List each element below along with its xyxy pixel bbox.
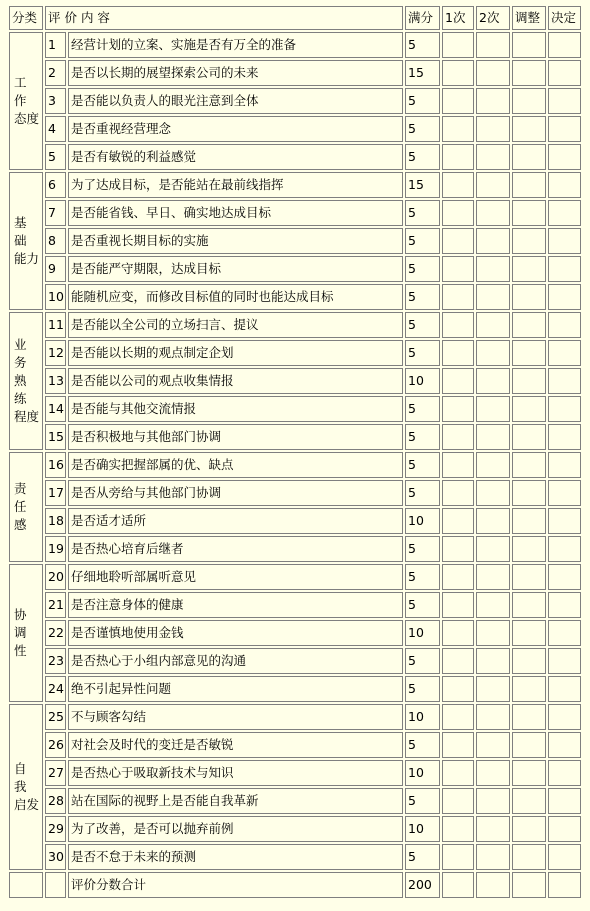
item-text: 不与顾客勾结 <box>68 704 403 730</box>
item-text: 站在国际的视野上是否能自我革新 <box>68 788 403 814</box>
decision-score <box>548 200 581 226</box>
full-score: 10 <box>405 508 440 534</box>
item-text: 能随机应变，而修改目标值的同时也能达成目标 <box>68 284 403 310</box>
full-score: 5 <box>405 256 440 282</box>
decision-score <box>548 732 581 758</box>
decision-score <box>548 788 581 814</box>
full-score: 5 <box>405 452 440 478</box>
full-score: 15 <box>405 172 440 198</box>
first-score <box>442 592 474 618</box>
table-row <box>9 620 581 646</box>
category-label: 业 务 <box>14 337 27 370</box>
item-number: 17 <box>45 480 66 506</box>
table-row <box>9 704 581 730</box>
second-score <box>476 396 510 422</box>
second-score <box>476 144 510 170</box>
table-row <box>9 228 581 254</box>
adjust-score <box>512 536 546 562</box>
full-score: 5 <box>405 200 440 226</box>
adjust-score <box>512 32 546 58</box>
adjust-score <box>512 368 546 394</box>
item-text: 绝不引起异性问题 <box>68 676 403 702</box>
category-cell <box>9 312 43 450</box>
table-row <box>9 368 581 394</box>
second-score <box>476 788 510 814</box>
category-cell <box>9 172 43 310</box>
item-number: 16 <box>45 452 66 478</box>
decision-score <box>548 480 581 506</box>
full-score: 10 <box>405 760 440 786</box>
full-score: 10 <box>405 620 440 646</box>
decision-score <box>548 312 581 338</box>
item-text: 是否能以负责人的眼光注意到全体 <box>68 88 403 114</box>
decision-score <box>548 536 581 562</box>
item-number: 5 <box>45 144 66 170</box>
item-number: 2 <box>45 60 66 86</box>
decision-score <box>548 648 581 674</box>
full-score: 5 <box>405 32 440 58</box>
item-number: 26 <box>45 732 66 758</box>
category-label: 程度 <box>14 409 40 424</box>
header-row <box>9 6 581 30</box>
full-score: 5 <box>405 732 440 758</box>
first-score <box>442 172 474 198</box>
full-score: 5 <box>405 480 440 506</box>
full-score: 5 <box>405 340 440 366</box>
item-text: 是否从旁给与其他部门协调 <box>68 480 403 506</box>
header-full-score: 满分 <box>405 6 440 30</box>
item-text: 是否能以公司的观点收集情报 <box>68 368 403 394</box>
second-score <box>476 732 510 758</box>
table-row <box>9 816 581 842</box>
first-score <box>442 424 474 450</box>
decision-score <box>548 592 581 618</box>
second-score <box>476 816 510 842</box>
table-row <box>9 536 581 562</box>
item-text: 是否重视经营理念 <box>68 116 403 142</box>
table-row <box>9 676 581 702</box>
item-text: 是否热心于小组内部意见的沟通 <box>68 648 403 674</box>
table-row <box>9 480 581 506</box>
second-score <box>476 172 510 198</box>
second-score <box>476 592 510 618</box>
first-score <box>442 200 474 226</box>
adjust-score <box>512 844 546 870</box>
full-score: 5 <box>405 116 440 142</box>
first-score <box>442 144 474 170</box>
decision-score <box>548 60 581 86</box>
header-category: 分类 <box>9 6 43 30</box>
decision-score <box>548 872 581 898</box>
full-score: 5 <box>405 396 440 422</box>
decision-score <box>548 368 581 394</box>
total-score: 200 <box>405 872 440 898</box>
table-row <box>9 116 581 142</box>
decision-score <box>548 256 581 282</box>
second-score <box>476 648 510 674</box>
decision-score <box>548 396 581 422</box>
full-score: 5 <box>405 88 440 114</box>
second-score <box>476 200 510 226</box>
header-adjust: 调整 <box>512 6 546 30</box>
category-label: 基 础 <box>14 215 27 248</box>
item-number: 27 <box>45 760 66 786</box>
item-text: 是否能严守期限，达成目标 <box>68 256 403 282</box>
total-row <box>9 872 581 898</box>
item-number: 10 <box>45 284 66 310</box>
second-score <box>476 508 510 534</box>
table-row <box>9 396 581 422</box>
item-number: 15 <box>45 424 66 450</box>
first-score <box>442 760 474 786</box>
full-score: 5 <box>405 536 440 562</box>
item-text: 是否重视长期目标的实施 <box>68 228 403 254</box>
second-score <box>476 60 510 86</box>
item-text: 是否热心培育后继者 <box>68 536 403 562</box>
full-score: 5 <box>405 844 440 870</box>
category-label: 能力 <box>14 251 40 266</box>
table-row <box>9 88 581 114</box>
full-score: 10 <box>405 816 440 842</box>
item-text: 经营计划的立案、实施是否有万全的准备 <box>68 32 403 58</box>
table-row <box>9 732 581 758</box>
full-score: 5 <box>405 788 440 814</box>
category-cell <box>9 564 43 702</box>
adjust-score <box>512 816 546 842</box>
item-text: 是否适才适所 <box>68 508 403 534</box>
item-number: 28 <box>45 788 66 814</box>
adjust-score <box>512 88 546 114</box>
first-score <box>442 480 474 506</box>
category-label: 熟 练 <box>14 373 27 406</box>
adjust-score <box>512 592 546 618</box>
adjust-score <box>512 760 546 786</box>
decision-score <box>548 116 581 142</box>
first-score <box>442 284 474 310</box>
full-score: 5 <box>405 144 440 170</box>
table-row <box>9 340 581 366</box>
decision-score <box>548 340 581 366</box>
full-score: 5 <box>405 676 440 702</box>
decision-score <box>548 508 581 534</box>
decision-score <box>548 844 581 870</box>
table-row <box>9 564 581 590</box>
second-score <box>476 312 510 338</box>
decision-score <box>548 172 581 198</box>
evaluation-table <box>7 4 583 900</box>
item-number: 18 <box>45 508 66 534</box>
item-text: 是否积极地与其他部门协调 <box>68 424 403 450</box>
table-row <box>9 508 581 534</box>
first-score <box>442 396 474 422</box>
table-row <box>9 648 581 674</box>
item-number: 1 <box>45 32 66 58</box>
full-score: 5 <box>405 648 440 674</box>
second-score <box>476 536 510 562</box>
first-score <box>442 452 474 478</box>
item-number: 21 <box>45 592 66 618</box>
decision-score <box>548 228 581 254</box>
table-row <box>9 60 581 86</box>
full-score: 5 <box>405 564 440 590</box>
item-text: 是否不怠于未来的预测 <box>68 844 403 870</box>
category-label: 感 <box>14 517 27 532</box>
category-cell <box>9 452 43 562</box>
adjust-score <box>512 648 546 674</box>
first-score <box>442 816 474 842</box>
category-label: 责 任 <box>14 481 27 514</box>
decision-score <box>548 620 581 646</box>
header-first: 1次 <box>442 6 474 30</box>
decision-score <box>548 760 581 786</box>
item-number: 3 <box>45 88 66 114</box>
total-number-empty <box>45 872 66 898</box>
table-row <box>9 592 581 618</box>
item-number: 20 <box>45 564 66 590</box>
second-score <box>476 32 510 58</box>
second-score <box>476 480 510 506</box>
item-text: 是否以长期的展望探索公司的未来 <box>68 60 403 86</box>
second-score <box>476 872 510 898</box>
decision-score <box>548 564 581 590</box>
category-label: 自 我 <box>14 761 27 794</box>
full-score: 5 <box>405 284 440 310</box>
category-label: 性 <box>14 643 27 658</box>
second-score <box>476 284 510 310</box>
table-row <box>9 312 581 338</box>
table-row <box>9 424 581 450</box>
category-label: 工 作 <box>14 75 27 108</box>
adjust-score <box>512 480 546 506</box>
table-row <box>9 452 581 478</box>
item-text: 是否谨慎地使用金钱 <box>68 620 403 646</box>
decision-score <box>548 816 581 842</box>
second-score <box>476 228 510 254</box>
adjust-score <box>512 788 546 814</box>
decision-score <box>548 676 581 702</box>
adjust-score <box>512 144 546 170</box>
item-number: 22 <box>45 620 66 646</box>
header-second: 2次 <box>476 6 510 30</box>
category-label: 态度 <box>14 111 40 126</box>
second-score <box>476 88 510 114</box>
second-score <box>476 452 510 478</box>
adjust-score <box>512 116 546 142</box>
adjust-score <box>512 424 546 450</box>
first-score <box>442 60 474 86</box>
adjust-score <box>512 564 546 590</box>
second-score <box>476 704 510 730</box>
item-text: 是否能省钱、早日、确实地达成目标 <box>68 200 403 226</box>
item-number: 23 <box>45 648 66 674</box>
adjust-score <box>512 172 546 198</box>
second-score <box>476 368 510 394</box>
item-number: 19 <box>45 536 66 562</box>
adjust-score <box>512 620 546 646</box>
table-row <box>9 760 581 786</box>
adjust-score <box>512 228 546 254</box>
item-number: 7 <box>45 200 66 226</box>
category-cell <box>9 704 43 870</box>
item-text: 仔细地聆听部属听意见 <box>68 564 403 590</box>
first-score <box>442 536 474 562</box>
adjust-score <box>512 340 546 366</box>
first-score <box>442 704 474 730</box>
decision-score <box>548 32 581 58</box>
item-number: 14 <box>45 396 66 422</box>
header-decision: 决定 <box>548 6 581 30</box>
adjust-score <box>512 704 546 730</box>
first-score <box>442 368 474 394</box>
first-score <box>442 508 474 534</box>
item-number: 30 <box>45 844 66 870</box>
item-text: 为了改善，是否可以抛弃前例 <box>68 816 403 842</box>
full-score: 5 <box>405 424 440 450</box>
adjust-score <box>512 256 546 282</box>
total-category-empty <box>9 872 43 898</box>
first-score <box>442 788 474 814</box>
category-cell <box>9 32 43 170</box>
first-score <box>442 88 474 114</box>
adjust-score <box>512 200 546 226</box>
item-number: 4 <box>45 116 66 142</box>
first-score <box>442 872 474 898</box>
full-score: 5 <box>405 312 440 338</box>
item-text: 是否注意身体的健康 <box>68 592 403 618</box>
adjust-score <box>512 284 546 310</box>
table-row <box>9 844 581 870</box>
second-score <box>476 116 510 142</box>
adjust-score <box>512 732 546 758</box>
item-text: 是否能以全公司的立场扫言、提议 <box>68 312 403 338</box>
table-row <box>9 32 581 58</box>
item-text: 为了达成目标，是否能站在最前线指挥 <box>68 172 403 198</box>
second-score <box>476 564 510 590</box>
full-score: 10 <box>405 704 440 730</box>
decision-score <box>548 424 581 450</box>
first-score <box>442 228 474 254</box>
item-text: 是否热心于吸取新技术与知识 <box>68 760 403 786</box>
adjust-score <box>512 312 546 338</box>
category-label: 启发 <box>14 797 40 812</box>
table-row <box>9 256 581 282</box>
adjust-score <box>512 676 546 702</box>
table-row <box>9 200 581 226</box>
first-score <box>442 564 474 590</box>
item-text: 是否能以长期的观点制定企划 <box>68 340 403 366</box>
first-score <box>442 256 474 282</box>
adjust-score <box>512 396 546 422</box>
adjust-score <box>512 508 546 534</box>
second-score <box>476 760 510 786</box>
item-number: 24 <box>45 676 66 702</box>
total-label: 评价分数合计 <box>68 872 403 898</box>
first-score <box>442 340 474 366</box>
adjust-score <box>512 872 546 898</box>
item-number: 29 <box>45 816 66 842</box>
first-score <box>442 620 474 646</box>
adjust-score <box>512 452 546 478</box>
full-score: 15 <box>405 60 440 86</box>
table-row <box>9 172 581 198</box>
decision-score <box>548 284 581 310</box>
item-text: 是否有敏锐的利益感觉 <box>68 144 403 170</box>
first-score <box>442 648 474 674</box>
decision-score <box>548 144 581 170</box>
first-score <box>442 312 474 338</box>
item-text: 是否确实把握部属的优、缺点 <box>68 452 403 478</box>
table-row <box>9 788 581 814</box>
item-number: 25 <box>45 704 66 730</box>
decision-score <box>548 88 581 114</box>
first-score <box>442 32 474 58</box>
item-number: 13 <box>45 368 66 394</box>
adjust-score <box>512 60 546 86</box>
header-content: 评 价 内 容 <box>45 6 403 30</box>
second-score <box>476 424 510 450</box>
item-number: 11 <box>45 312 66 338</box>
decision-score <box>548 452 581 478</box>
item-text: 是否能与其他交流情报 <box>68 396 403 422</box>
second-score <box>476 844 510 870</box>
second-score <box>476 620 510 646</box>
table-row <box>9 144 581 170</box>
item-number: 9 <box>45 256 66 282</box>
first-score <box>442 676 474 702</box>
item-number: 6 <box>45 172 66 198</box>
category-label: 协 调 <box>14 607 27 640</box>
second-score <box>476 256 510 282</box>
decision-score <box>548 704 581 730</box>
item-text: 对社会及时代的变迁是否敏锐 <box>68 732 403 758</box>
full-score: 5 <box>405 228 440 254</box>
item-number: 8 <box>45 228 66 254</box>
full-score: 5 <box>405 592 440 618</box>
second-score <box>476 676 510 702</box>
first-score <box>442 732 474 758</box>
first-score <box>442 844 474 870</box>
full-score: 10 <box>405 368 440 394</box>
item-number: 12 <box>45 340 66 366</box>
first-score <box>442 116 474 142</box>
second-score <box>476 340 510 366</box>
table-row <box>9 284 581 310</box>
